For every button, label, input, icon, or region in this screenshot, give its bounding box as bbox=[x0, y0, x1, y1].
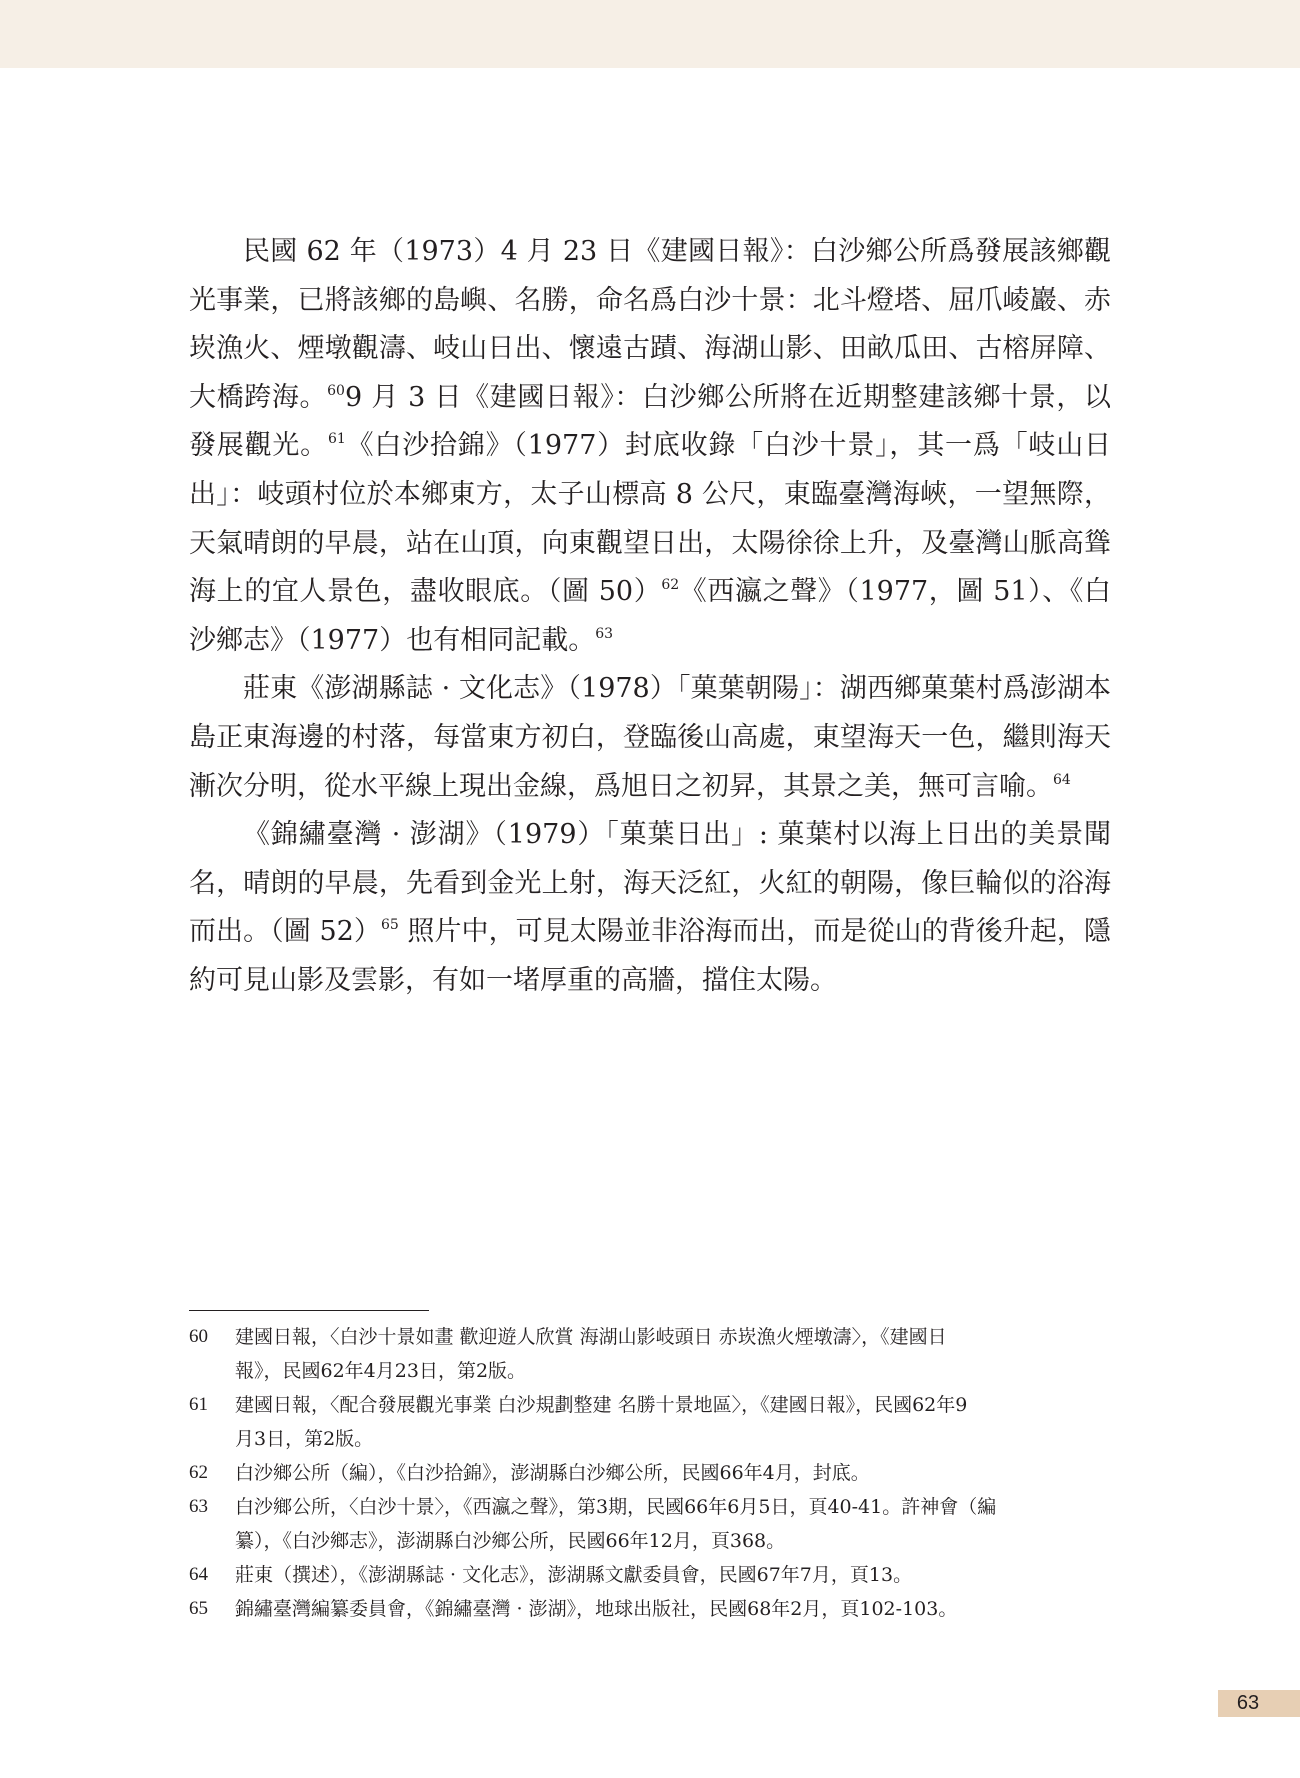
text-segment: 照片中，可見太陽並非浴海而出，而是從山的背後升起，隱約可見山影及雲影，有如一堵厚重的高牆，擋住太陽。 bbox=[189, 916, 1111, 996]
footnote-65 bbox=[189, 1592, 1111, 1626]
footnote-ref-65[interactable]: 65 bbox=[380, 917, 399, 934]
footnote-number: 64 bbox=[189, 1564, 208, 1585]
footnote-line: 莊東（撰述），《澎湖縣誌 · 文化志》，澎湖縣文獻委員會，民國67年7月，頁13。 bbox=[235, 1564, 913, 1586]
footnote-line: 白沙鄉公所，〈白沙十景〉，《西瀛之聲》，第3期，民國66年6月5日，頁40-41。許神會（編 bbox=[235, 1496, 997, 1518]
footnote-text bbox=[235, 1558, 1111, 1592]
footnote-number: 62 bbox=[189, 1462, 208, 1483]
footnote-64 bbox=[189, 1558, 1111, 1592]
body-text bbox=[189, 228, 1111, 1006]
paragraph-1 bbox=[189, 228, 1111, 665]
footnote-60 bbox=[189, 1320, 1111, 1388]
footnote-number: 61 bbox=[189, 1394, 208, 1415]
footnote-line: 報》，民國62年4月23日，第2版。 bbox=[235, 1360, 527, 1382]
text-segment: 9 月 3 日《建國日報》：白沙鄉公所將在近期整建該鄉十景，以發展觀光。 bbox=[189, 381, 1112, 462]
footnote-ref-60[interactable]: 60 bbox=[327, 382, 345, 399]
page-number: 63 bbox=[1236, 1692, 1260, 1714]
footnote-63 bbox=[189, 1490, 1111, 1558]
footnote-text bbox=[235, 1320, 1111, 1388]
footnote-line: 錦繡臺灣編纂委員會，《錦繡臺灣 · 澎湖》，地球出版社，民國68年2月，頁102-103。 bbox=[235, 1598, 958, 1620]
footnote-ref-62[interactable]: 62 bbox=[661, 577, 680, 594]
footnote-divider bbox=[189, 1310, 429, 1311]
footnote-line: 建國日報，〈白沙十景如畫 歡迎遊人欣賞 海湖山影岐頭日 赤崁漁火煙墩濤〉，《建國日 bbox=[235, 1326, 947, 1348]
top-header-band bbox=[0, 0, 1300, 68]
footnotes bbox=[189, 1320, 1111, 1626]
footnote-ref-64[interactable]: 64 bbox=[1053, 771, 1071, 788]
footnote-text bbox=[235, 1388, 1111, 1456]
footnote-number: 60 bbox=[189, 1326, 208, 1347]
footnote-text bbox=[235, 1456, 1111, 1490]
footnote-ref-63[interactable]: 63 bbox=[595, 625, 614, 642]
footnote-61 bbox=[189, 1388, 1111, 1456]
footnote-62 bbox=[189, 1456, 1111, 1490]
paragraph-2 bbox=[189, 665, 1111, 811]
footnote-text bbox=[235, 1592, 1111, 1626]
footnote-ref-61[interactable]: 61 bbox=[327, 431, 346, 448]
text-segment: 《錦繡臺灣 · 澎湖》（1979）「菓葉日出」: 菓葉村以海上日出的美景聞名，晴朗的早晨，先看到金光上射，海天泛紅，火紅的朝陽，像巨輪似的浴海而出。（圖 52） bbox=[189, 819, 1111, 948]
footnote-number: 65 bbox=[189, 1598, 208, 1619]
text-segment: 《白沙拾錦》（1977）封底收錄「白沙十景」，其一爲「岐山日出」：岐頭村位於本鄉東方，太子山標高 8 公尺，東臨臺灣海峽，一望無際，天氣晴朗的早晨，站在山頂，向東觀望日出，太陽徐徐上升，及臺灣山脈高聳海上的宜人景色，盡收眼底。（圖 50） bbox=[189, 430, 1112, 608]
footnote-line: 月3日，第2版。 bbox=[235, 1428, 374, 1450]
footnote-line: 纂），《白沙鄉志》，澎湖縣白沙鄉公所，民國66年12月，頁368。 bbox=[235, 1530, 786, 1552]
footnote-line: 白沙鄉公所（編），《白沙拾錦》，澎湖縣白沙鄉公所，民國66年4月，封底。 bbox=[235, 1462, 870, 1484]
text-segment: 《西瀛之聲》（1977，圖 51）、《白沙鄉志》（1977）也有相同記載。 bbox=[189, 576, 1111, 656]
text-segment: 民國 62 年（1973）4 月 23 日《建國日報》：白沙鄉公所爲發展該鄉觀光事業，已將該鄉的島嶼、名勝，命名爲白沙十景：北斗燈塔、屈爪崚巖、赤崁漁火、煙墩觀濤、岐山日出、懷遠古蹟、海湖山影、田畝瓜田、古榕屏障、大橋跨海。 bbox=[189, 236, 1111, 413]
text-segment: 莊東《澎湖縣誌 · 文化志》（1978）「菓葉朝陽」：湖西鄉菓葉村爲澎湖本島正東海邊的村落，每當東方初白，登臨後山高處，東望海天一色，繼則海天漸次分明，從水平線上現出金線，爲旭日之初昇，其景之美，無可言喻。 bbox=[189, 673, 1111, 802]
footnote-text bbox=[235, 1490, 1111, 1558]
footnote-line: 建國日報，〈配合發展觀光事業 白沙規劃整建 名勝十景地區〉，《建國日報》，民國62年9 bbox=[235, 1394, 968, 1416]
paragraph-3 bbox=[189, 811, 1111, 1005]
footnote-number: 63 bbox=[189, 1496, 208, 1517]
